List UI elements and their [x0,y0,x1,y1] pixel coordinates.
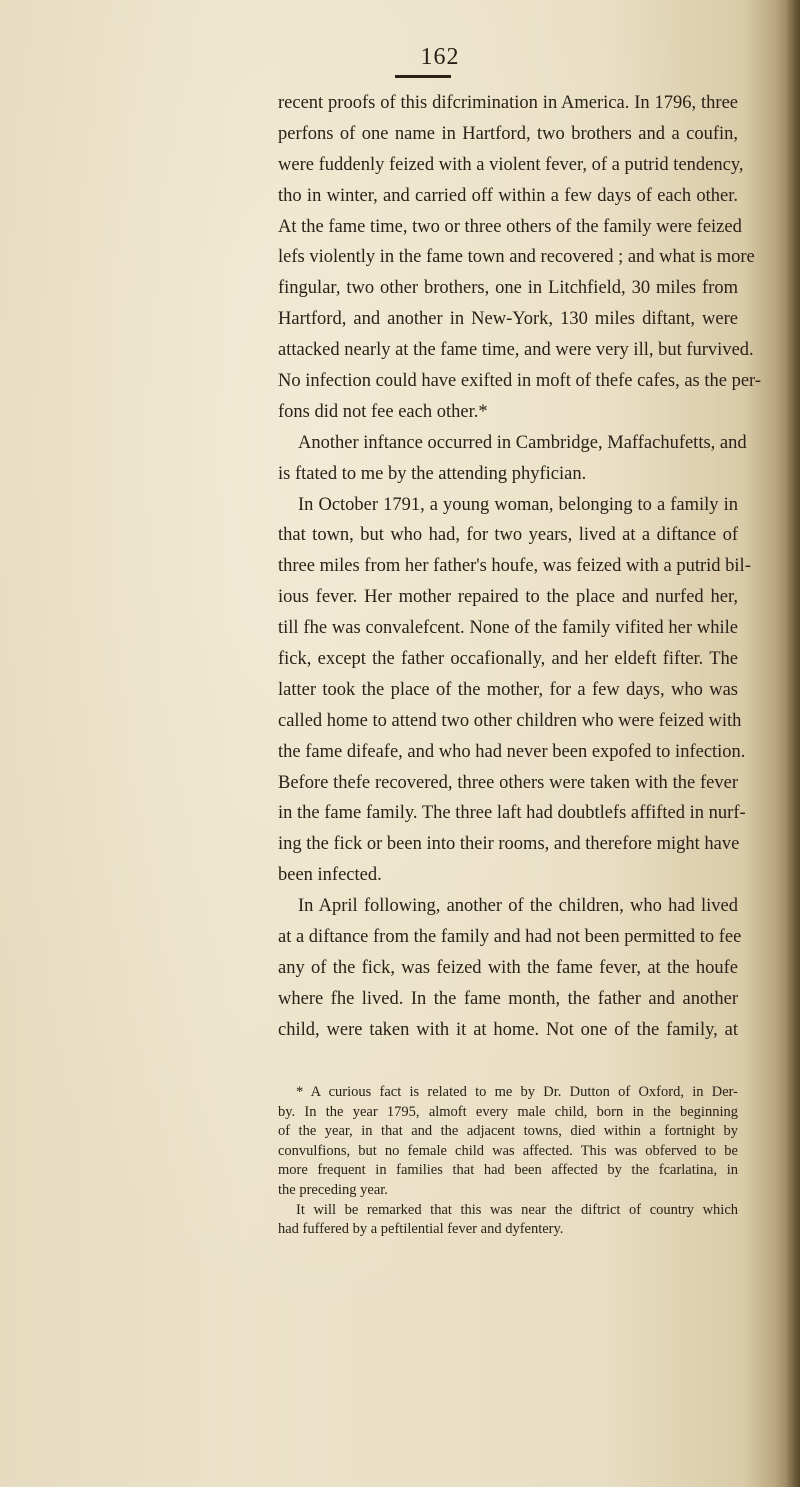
text-line: lefs violently in the fame town and recovered ; and what is more [278,247,755,268]
text-line: in the fame family. The three laft had doubtlefs affifted in nurf- [278,803,746,824]
footnote-line: had fuffered by a peftilential fever and dyfentery. [278,1221,564,1238]
text-line: where fhe lived. In the fame month, the father and another [278,988,738,1009]
footnote-line: the preceding year. [278,1181,388,1198]
header-rule [395,75,451,78]
text-line: at a diftance from the family and had not been permitted to fee [278,927,742,948]
text-line: ing the fick or been into their rooms, and therefore might have [278,834,740,855]
text-line: In April following, another of the children, who had lived [298,896,738,917]
text-line: the fame difeafe, and who had never been expofed to infection. [278,741,746,762]
text-line: fons did not fee each other.* [278,401,488,422]
page-edge-shadow [786,0,800,1487]
text-line: recent proofs of this difcrimination in America. In 1796, three [278,93,738,113]
text-line: that town, but who had, for two years, lived at a diftance of [278,525,738,546]
footnote-line: It will be remarked that this was near the diftrict of country which [296,1201,738,1218]
text-line: is ftated to me by the attending phyfician. [278,463,587,484]
text-line: been infected. [278,865,382,886]
text-line: Another inftance occurred in Cambridge, Maffachufetts, and [298,432,747,453]
text-line: child, were taken with it at home. Not one of the family, at [278,1019,738,1040]
footnote-line: more frequent in families that had been affected by the fcarlatina, in [278,1162,738,1179]
text-line: At the fame time, two or three others of the family were feized [278,216,742,237]
text-line: fick, except the father occafionally, and her eldeft fifter. The [278,649,738,670]
text-line: till fhe was convalefcent. None of the family vifited her while [278,618,738,639]
text-line: In October 1791, a young woman, belonging to a family in [298,494,738,515]
footnote-line: by. In the year 1795, almoft every male child, born in the beginning [278,1103,738,1120]
footnote-line: of the year, in that and the adjacent towns, died within a fortnight by [278,1123,738,1140]
text-line: No infection could have exifted in moft of thefe cafes, as the per- [278,371,762,392]
text-line: any of the fick, was feized with the fame fever, at the houfe [278,957,738,978]
footnote [278,1083,738,1240]
text-line: ious fever. Her mother repaired to the place and nurfed her, [278,587,738,608]
text-line: three miles from her father's houfe, was feized with a putrid bil- [278,556,751,577]
text-line: Hartford, and another in New-York, 130 miles diftant, were [278,309,738,330]
text-line: tho in winter, and carried off within a few days of each other. [278,185,738,206]
main-text [278,88,762,1046]
footnote-line: convulfions, but no female child was affected. This was obferved to be [278,1142,738,1159]
footnote-line: * A curious fact is related to me by Dr. Dutton of Oxford, in Der- [296,1084,738,1100]
text-line: called home to attend two other children who were feized with [278,710,742,731]
text-line: attacked nearly at the fame time, and were very ill, but furvived. [278,340,754,361]
text-line: latter took the place of the mother, for a few days, who was [278,679,738,700]
text-line: were fuddenly feized with a violent fever, of a putrid tendency, [278,154,744,175]
text-line: fingular, two other brothers, one in Litchfield, 30 miles from [278,278,738,299]
text-line: perfons of one name in Hartford, two brothers and a coufin, [278,123,738,144]
page-number: 162 [420,44,460,70]
text-line: Before thefe recovered, three others were taken with the fever [278,772,738,793]
